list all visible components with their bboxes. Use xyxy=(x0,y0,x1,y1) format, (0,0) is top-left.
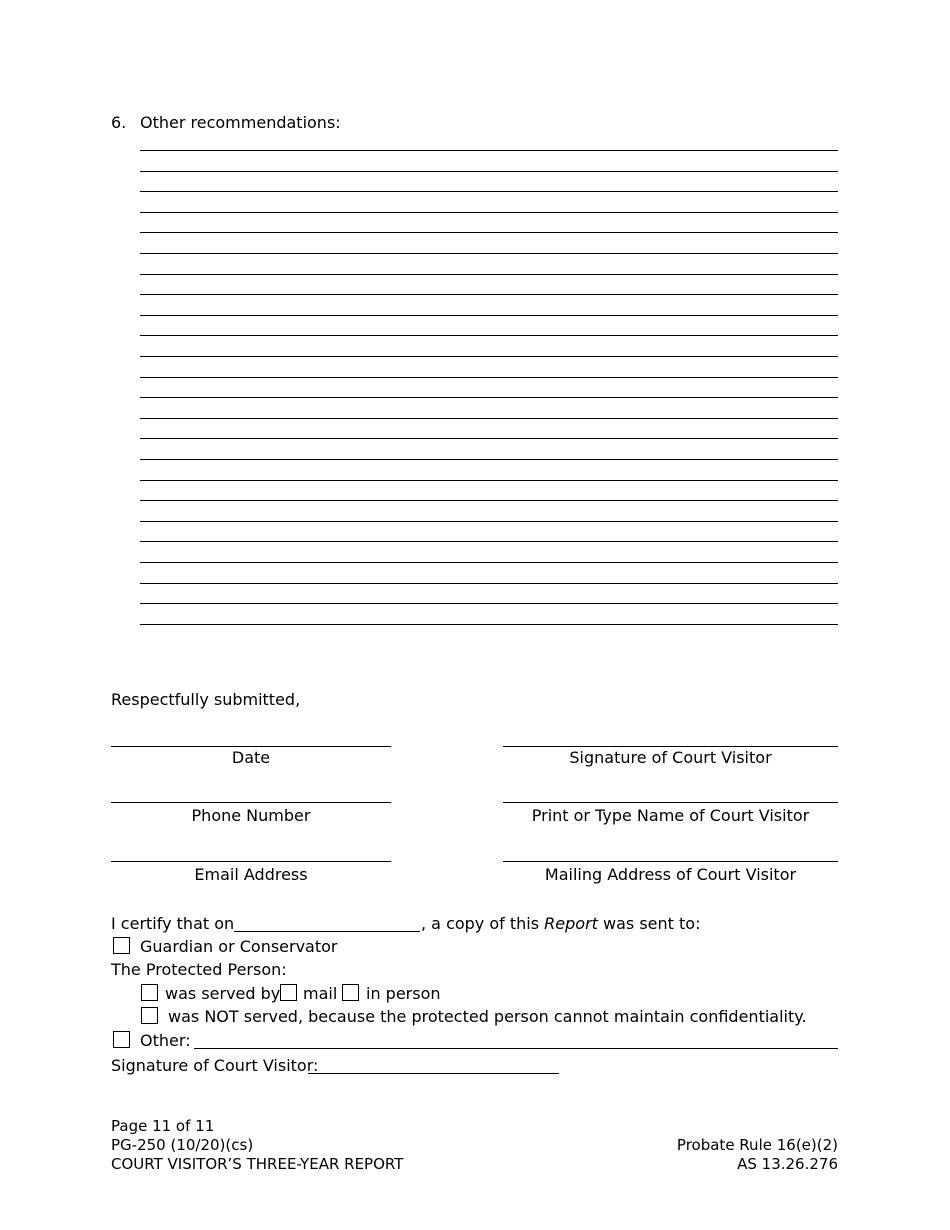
answer-line[interactable] xyxy=(140,397,838,398)
visitor-address-line[interactable] xyxy=(503,861,838,862)
question-label: Other recommendations: xyxy=(140,113,341,132)
answer-line[interactable] xyxy=(140,294,838,295)
signature-field[interactable] xyxy=(308,1073,559,1074)
answer-line[interactable] xyxy=(140,624,838,625)
mail-checkbox[interactable] xyxy=(280,984,297,1001)
date-label: Date xyxy=(231,748,271,767)
email-line[interactable] xyxy=(111,861,391,862)
protected-person-label: The Protected Person: xyxy=(111,960,287,979)
certify-prefix: I certify that on xyxy=(111,914,235,933)
guardian-checkbox[interactable] xyxy=(113,937,130,954)
answer-line[interactable] xyxy=(140,459,838,460)
served-checkbox[interactable] xyxy=(141,984,158,1001)
answer-line[interactable] xyxy=(140,480,838,481)
answer-line[interactable] xyxy=(140,274,838,275)
other-label: Other: xyxy=(140,1031,191,1050)
phone-label: Phone Number xyxy=(191,806,311,825)
answer-line[interactable] xyxy=(140,212,838,213)
email-label: Email Address xyxy=(194,865,308,884)
certify-report-word: Report xyxy=(544,914,598,933)
visitor-name-label: Print or Type Name of Court Visitor xyxy=(531,806,810,825)
answer-line[interactable] xyxy=(140,500,838,501)
answer-line[interactable] xyxy=(140,603,838,604)
answer-line[interactable] xyxy=(140,171,838,172)
visitor-signature-label: Signature of Court Visitor xyxy=(569,748,772,767)
footer-rule: Probate Rule 16(e)(2) xyxy=(676,1136,838,1154)
question-number: 6. xyxy=(111,113,127,132)
not-served-checkbox[interactable] xyxy=(141,1007,158,1024)
answer-line[interactable] xyxy=(140,315,838,316)
not-served-label: was NOT served, because the protected person cannot maintain confidentiality. xyxy=(168,1007,807,1026)
answer-line[interactable] xyxy=(140,521,838,522)
certify-date-field[interactable] xyxy=(234,931,420,932)
in-person-label: in person xyxy=(366,984,441,1003)
certify-suffix xyxy=(421,914,700,933)
answer-line[interactable] xyxy=(140,541,838,542)
served-by-label: was served by xyxy=(165,984,281,1003)
guardian-label: Guardian or Conservator xyxy=(140,937,338,956)
answer-line[interactable] xyxy=(140,562,838,563)
certify-suffix-start: , a copy of this xyxy=(421,914,540,933)
closing-text: Respectfully submitted, xyxy=(111,690,301,709)
visitor-signature-line[interactable] xyxy=(503,746,838,747)
answer-line[interactable] xyxy=(140,335,838,336)
answer-line[interactable] xyxy=(140,583,838,584)
answer-line[interactable] xyxy=(140,438,838,439)
answer-line[interactable] xyxy=(140,232,838,233)
date-line[interactable] xyxy=(111,746,391,747)
in-person-checkbox[interactable] xyxy=(342,984,359,1001)
answer-line[interactable] xyxy=(140,418,838,419)
phone-line[interactable] xyxy=(111,802,391,803)
other-checkbox[interactable] xyxy=(113,1031,130,1048)
answer-line[interactable] xyxy=(140,191,838,192)
footer-form-title: COURT VISITOR’S THREE-YEAR REPORT xyxy=(111,1155,404,1173)
answer-line[interactable] xyxy=(140,377,838,378)
certify-suffix-end: was sent to: xyxy=(603,914,701,933)
answer-line[interactable] xyxy=(140,253,838,254)
other-field[interactable] xyxy=(194,1048,838,1049)
footer-page: Page 11 of 11 xyxy=(111,1117,215,1135)
visitor-address-label: Mailing Address of Court Visitor xyxy=(544,865,797,884)
footer-form-id: PG-250 (10/20)(cs) xyxy=(111,1136,254,1154)
answer-line[interactable] xyxy=(140,356,838,357)
answer-line[interactable] xyxy=(140,150,838,151)
footer-statute: AS 13.26.276 xyxy=(737,1155,838,1173)
mail-label: mail xyxy=(303,984,338,1003)
signature-label: Signature of Court Visitor: xyxy=(111,1056,319,1075)
visitor-name-line[interactable] xyxy=(503,802,838,803)
